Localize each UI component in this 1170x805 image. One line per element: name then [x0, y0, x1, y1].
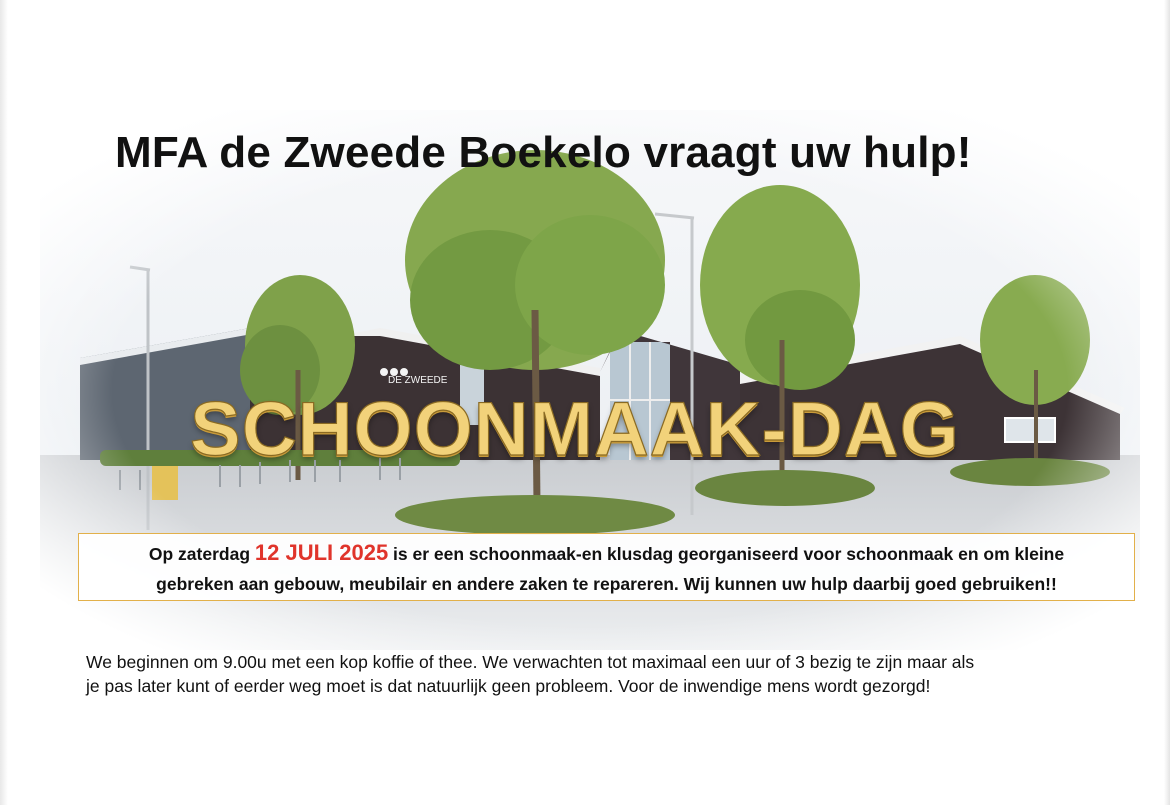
event-date: 12 JULI 2025 — [254, 540, 389, 565]
event-details — [86, 650, 1126, 698]
callout-prefix: Op zaterdag — [148, 544, 255, 564]
event-banner-title: SCHOONMAAK-DAG — [190, 387, 960, 472]
page-edge-right — [1164, 0, 1170, 805]
callout-line-2: gebreken aan gebouw, meubilair en andere zaken te repareren. Wij kunnen uw hulp daarbij goed gebruiken!! — [156, 574, 1057, 594]
details-line-1: We beginnen om 9.00u met een kop koffie of thee. We verwachten tot maximaal een uur of 3 bezig te zijn maar als — [86, 652, 975, 672]
callout-line-1 — [79, 538, 1134, 569]
date-callout-box — [78, 533, 1135, 601]
callout-line-1-rest: is er een schoonmaak-en klusdag georganiseerd voor schoonmaak en om kleine — [388, 544, 1065, 564]
page-edge-left — [0, 0, 8, 805]
details-line-2: je pas later kunt of eerder weg moet is dat natuurlijk geen probleem. Voor de inwendige mens wordt gezorgd! — [86, 676, 931, 696]
page-title: MFA de Zweede Boekelo vraagt uw hulp! — [115, 128, 972, 177]
